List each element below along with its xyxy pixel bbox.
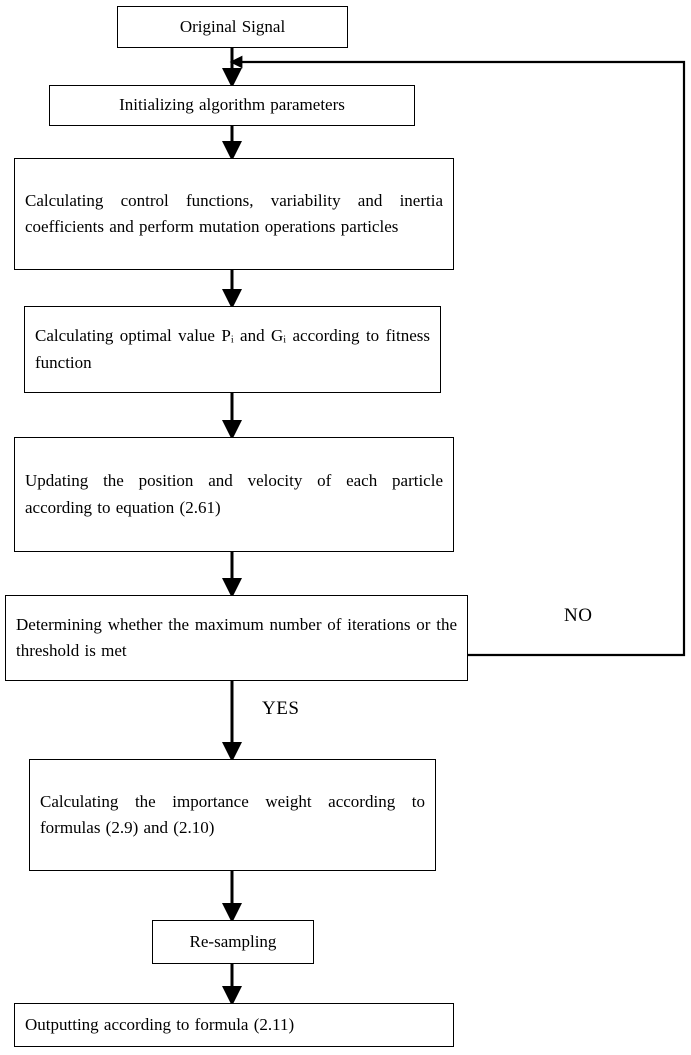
node-determining-termination-label: Determining whether the maximum number of iterations or the threshold is met bbox=[16, 614, 457, 660]
edge-label-yes: YES bbox=[262, 698, 300, 719]
node-initializing-parameters-label: Initializing algorithm parameters bbox=[119, 95, 345, 115]
node-outputting[interactable] bbox=[14, 1003, 454, 1047]
node-calculating-control-functions-label: Calculating control functions, variability and inertia coefficients and perform mutation operations particles bbox=[25, 190, 443, 236]
node-original-signal-label: Original Signal bbox=[179, 16, 286, 36]
node-re-sampling-label: Re-sampling bbox=[189, 931, 277, 951]
node-calculating-importance-weight-label: Calculating the importance weight according to formulas (2.9) and (2.10) bbox=[40, 791, 425, 837]
node-calculating-importance-weight[interactable] bbox=[29, 759, 436, 871]
node-calculating-optimal-value[interactable] bbox=[24, 306, 441, 393]
node-initializing-parameters[interactable] bbox=[49, 85, 415, 126]
node-outputting-label: Outputting according to formula (2.11) bbox=[25, 1014, 295, 1034]
node-updating-position-velocity[interactable] bbox=[14, 437, 454, 552]
node-original-signal[interactable] bbox=[117, 6, 348, 48]
node-updating-position-velocity-label: Updating the position and velocity of each particle according to equation (2.61) bbox=[25, 471, 443, 517]
node-calculating-control-functions[interactable] bbox=[14, 158, 454, 270]
node-re-sampling[interactable] bbox=[152, 920, 314, 964]
node-determining-termination[interactable] bbox=[5, 595, 468, 681]
node-calculating-optimal-value-label: Calculating optimal value Pᵢ and Gᵢ according to fitness function bbox=[35, 326, 430, 372]
edge-label-no: NO bbox=[564, 605, 593, 626]
